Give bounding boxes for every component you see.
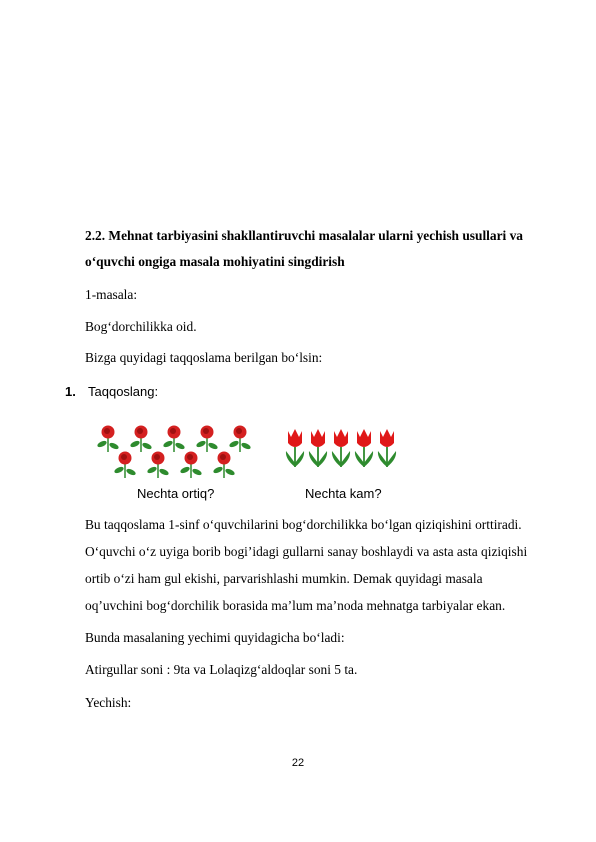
paragraph-1-line-3: ortib o‘zi ham gul ekishi, parvarishlashi mumkin. Demak quyidagi masala [85, 571, 483, 586]
comparison-figure [60, 382, 480, 504]
rose-icon [179, 452, 202, 479]
rose-icon [228, 426, 251, 453]
rose-icon [212, 452, 235, 479]
paragraph-1-line-2: O‘quvchi o‘z uyiga borib bogi’idagi gullarni sanay boshlaydi va asta asta qiziqishi [85, 544, 528, 559]
problem-topic: Bog‘dorchilikka oid. [85, 319, 197, 334]
section-heading-line2: o‘quvchi ongiga masala mohiyatini singdirish [85, 254, 345, 269]
roses-group [96, 426, 251, 479]
problem-given: Bizga quyidagi taqqoslama berilgan bo‘lsin: [85, 350, 323, 365]
tulip-icon [378, 429, 396, 467]
paragraph-3: Atirgullar soni : 9ta va Lolaqizg‘aldoqlar soni 5 ta. [85, 662, 358, 677]
tulip-icon [286, 429, 304, 467]
tulip-icon [355, 429, 373, 467]
right-caption: Nechta kam? [305, 486, 382, 501]
section-heading-line1: 2.2. Mehnat tarbiyasini shakllantiruvchi masalalar ularni yechish usullari va [85, 228, 523, 243]
rose-icon [146, 452, 169, 479]
paragraph-1-line-4: oq’uvchini bog‘dorchilik borasida ma’lum ma’noda mehnatga tarbiyalar ekan. [85, 598, 506, 613]
left-caption: Nechta ortiq? [137, 486, 215, 501]
paragraph-1-line-1: Bu taqqoslama 1-sinf o‘quvchilarini bog‘dorchilikka bo‘lgan qiziqishini orttiradi. [85, 517, 522, 532]
paragraph-4: Yechish: [85, 695, 132, 710]
rose-icon [162, 426, 185, 453]
rose-icon [96, 426, 119, 453]
problem-label: 1-masala: [85, 287, 138, 302]
page-number: 22 [291, 757, 305, 769]
figure-title: Taqqoslang: [88, 384, 159, 399]
paragraph-2: Bunda masalaning yechimi quyidagicha bo‘ladi: [85, 630, 345, 645]
flowers-illustration [60, 382, 480, 504]
tulips-group [286, 429, 396, 467]
rose-icon [129, 426, 152, 453]
rose-icon [195, 426, 218, 453]
tulip-icon [309, 429, 327, 467]
tulip-icon [332, 429, 350, 467]
figure-number: 1. [65, 384, 76, 399]
rose-icon [113, 452, 136, 479]
